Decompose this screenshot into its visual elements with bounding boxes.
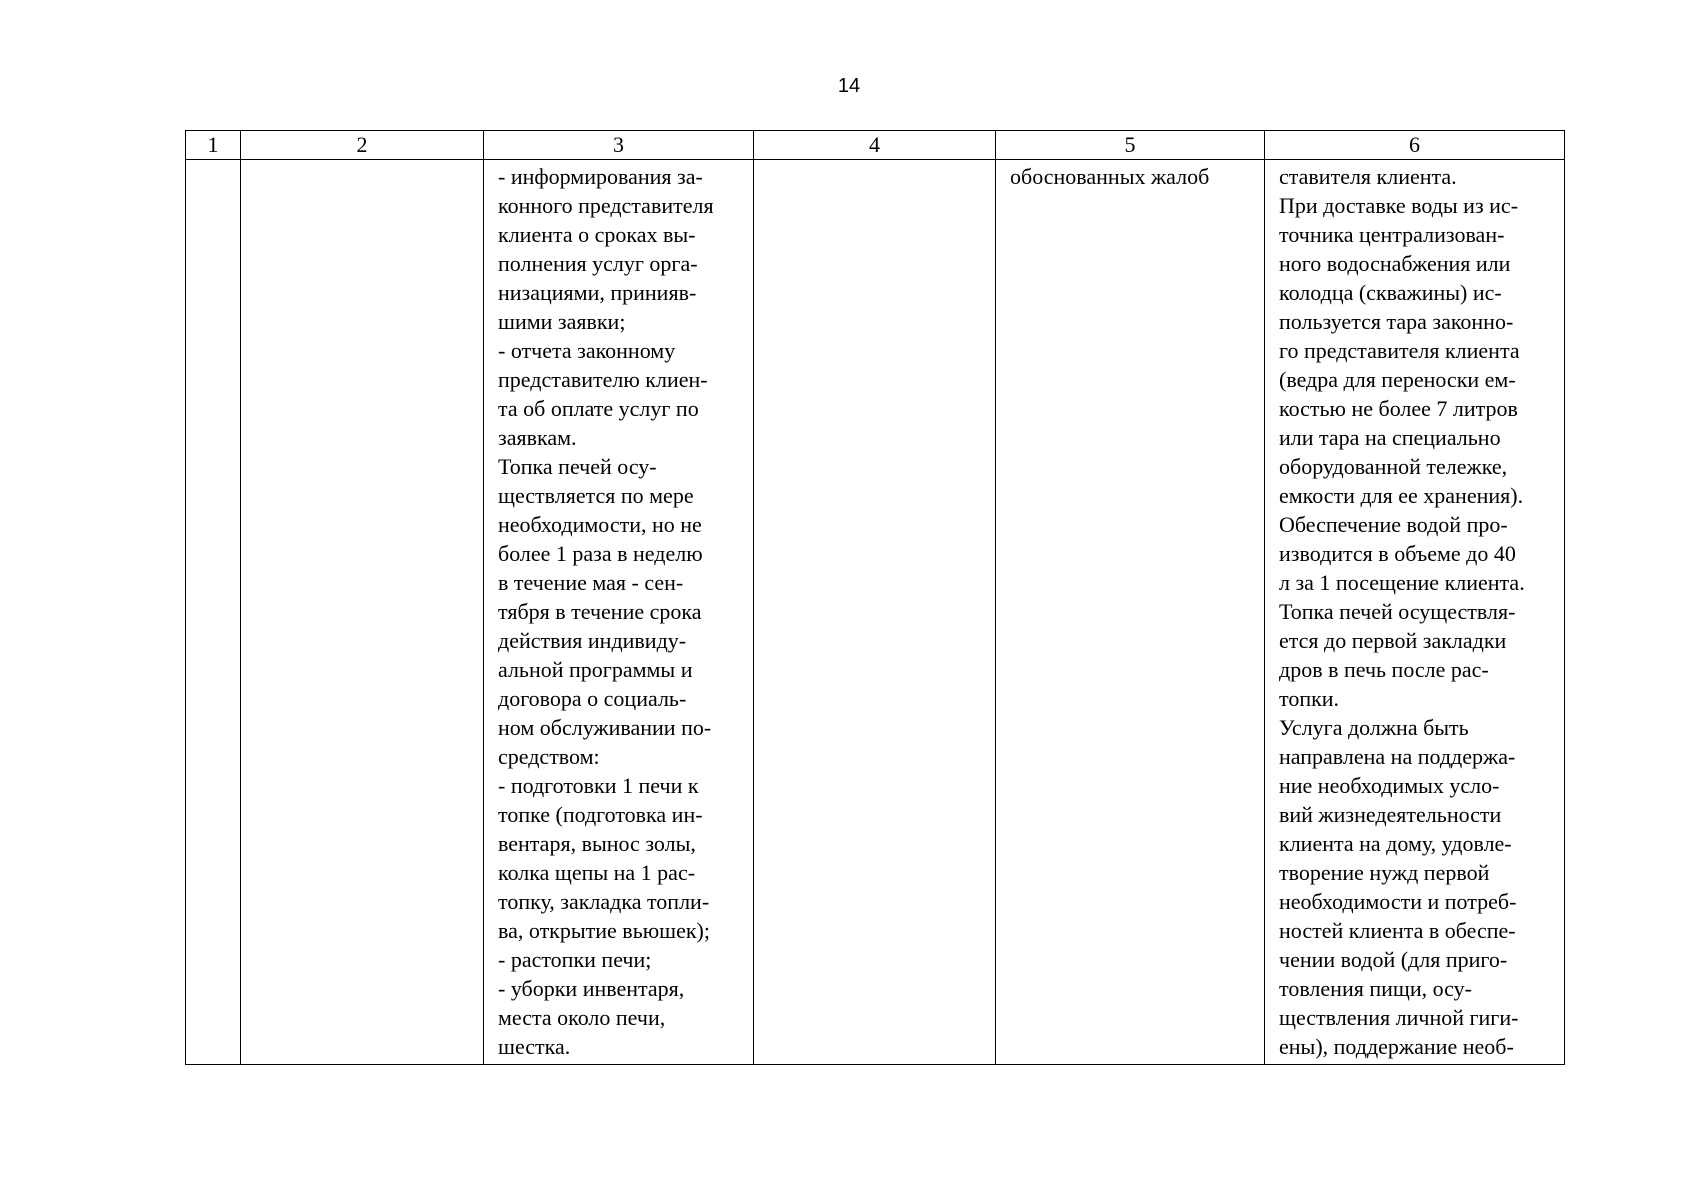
cell-text-line: более 1 раза в неделю: [498, 541, 703, 566]
cell-text-line: альной программы и: [498, 657, 693, 682]
column-header-6: 6: [1265, 131, 1565, 160]
cell-text-line: Топка печей осу-: [498, 454, 657, 479]
cell-text-line: - информирования за-: [498, 164, 703, 189]
cell-text-line: ние необходимых усло-: [1279, 773, 1500, 798]
cell-text-line: Обеспечение водой про-: [1279, 512, 1508, 537]
cell-col-3: [484, 160, 754, 1065]
cell-text-line: низациями, принияв-: [498, 280, 697, 305]
cell-text-line: топку, закладка топли-: [498, 889, 710, 914]
cell-col-2: [241, 160, 484, 1065]
cell-text-line: вий жизнедеятельности: [1279, 802, 1502, 827]
column-header-3: 3: [484, 131, 754, 160]
cell-col-6: [1265, 160, 1565, 1065]
cell-text-line: необходимости и потреб-: [1279, 889, 1517, 914]
header-row: [186, 131, 1565, 160]
cell-text-line: пользуется тара законно-: [1279, 309, 1514, 334]
cell-text-line: костью не более 7 литров: [1279, 396, 1518, 421]
cell-text-line: действия индивиду-: [498, 628, 687, 653]
cell-text-line: ществления личной гиги-: [1279, 1005, 1519, 1030]
cell-text-line: ется до первой закладки: [1279, 628, 1507, 653]
cell-text-line: Топка печей осуществля-: [1279, 599, 1516, 624]
cell-text-line: топки.: [1279, 686, 1340, 711]
cell-text-line: конного представителя: [498, 193, 714, 218]
cell-text-line: товления пищи, осу-: [1279, 976, 1472, 1001]
cell-text-line: в течение мая - сен-: [498, 570, 684, 595]
cell-text-line: топке (подготовка ин-: [498, 802, 703, 827]
cell-text-line: необходимости, но не: [498, 512, 702, 537]
cell-text-line: вентаря, вынос золы,: [498, 831, 696, 856]
cell-text-line: го представителя клиента: [1279, 338, 1520, 363]
cell-text-line: Услуга должна быть: [1279, 715, 1469, 740]
cell-text-line: дров в печь после рас-: [1279, 657, 1489, 682]
cell-text-line: обоснованных жалоб: [1010, 164, 1210, 189]
cell-col-6-text: [1265, 160, 1564, 1061]
page-number: 14: [837, 75, 861, 97]
cell-text-line: клиента о сроках вы-: [498, 222, 696, 247]
cell-text-line: - уборки инвентаря,: [498, 976, 685, 1001]
cell-text-line: ном обслуживании по-: [498, 715, 712, 740]
cell-text-line: шими заявки;: [498, 309, 626, 334]
column-header-5: 5: [996, 131, 1265, 160]
cell-text-line: чении водой (для приго-: [1279, 947, 1508, 972]
cell-text-line: оборудованной тележке,: [1279, 454, 1508, 479]
cell-text-line: ставителя клиента.: [1279, 164, 1457, 189]
table-row: [186, 160, 1565, 1065]
cell-text-line: места около печи,: [498, 1005, 666, 1030]
cell-col-4-text: [754, 160, 995, 162]
cell-text-line: тября в течение срока: [498, 599, 702, 624]
cell-text-line: шестка.: [498, 1034, 571, 1059]
cell-text-line: или тара на специально: [1279, 425, 1501, 450]
table-header: [186, 131, 1565, 160]
cell-col-5-text: [996, 160, 1264, 191]
cell-text-line: ностей клиента в обеспе-: [1279, 918, 1516, 943]
column-header-4: 4: [754, 131, 996, 160]
cell-text-line: ва, открытие вьюшек);: [498, 918, 710, 943]
cell-text-line: представителю клиен-: [498, 367, 708, 392]
cell-text-line: изводится в объеме до 40: [1279, 541, 1516, 566]
cell-col-5: [996, 160, 1265, 1065]
cell-col-1: [186, 160, 241, 1065]
cell-text-line: - подготовки 1 печи к: [498, 773, 699, 798]
cell-col-4: [754, 160, 996, 1065]
cell-text-line: точника централизован-: [1279, 222, 1505, 247]
cell-text-line: ного водоснабжения или: [1279, 251, 1511, 276]
cell-text-line: емкости для ее хранения).: [1279, 483, 1524, 508]
cell-text-line: (ведра для переноски ем-: [1279, 367, 1516, 392]
cell-text-line: заявкам.: [498, 425, 577, 450]
cell-text-line: ществляется по мере: [498, 483, 694, 508]
cell-text-line: средством:: [498, 744, 600, 769]
cell-col-1-text: [186, 160, 240, 162]
cell-text-line: творение нужд первой: [1279, 860, 1490, 885]
cell-text-line: При доставке воды из ис-: [1279, 193, 1519, 218]
cell-text-line: колодца (скважины) ис-: [1279, 280, 1502, 305]
cell-text-line: та об оплате услуг по: [498, 396, 699, 421]
cell-text-line: направлена на поддержа-: [1279, 744, 1516, 769]
cell-col-2-text: [241, 160, 483, 162]
cell-text-line: - растопки печи;: [498, 947, 652, 972]
cell-text-line: ены), поддержание необ-: [1279, 1034, 1514, 1059]
document-table: [185, 130, 1565, 1065]
cell-text-line: клиента на дому, удовле-: [1279, 831, 1512, 856]
cell-text-line: договора о социаль-: [498, 686, 687, 711]
cell-text-line: - отчета законному: [498, 338, 676, 363]
column-header-1: 1: [186, 131, 241, 160]
cell-text-line: л за 1 посещение клиента.: [1279, 570, 1525, 595]
cell-text-line: полнения услуг орга-: [498, 251, 698, 276]
cell-col-3-text: [484, 160, 753, 1061]
cell-text-line: колка щепы на 1 рас-: [498, 860, 696, 885]
column-header-2: 2: [241, 131, 484, 160]
